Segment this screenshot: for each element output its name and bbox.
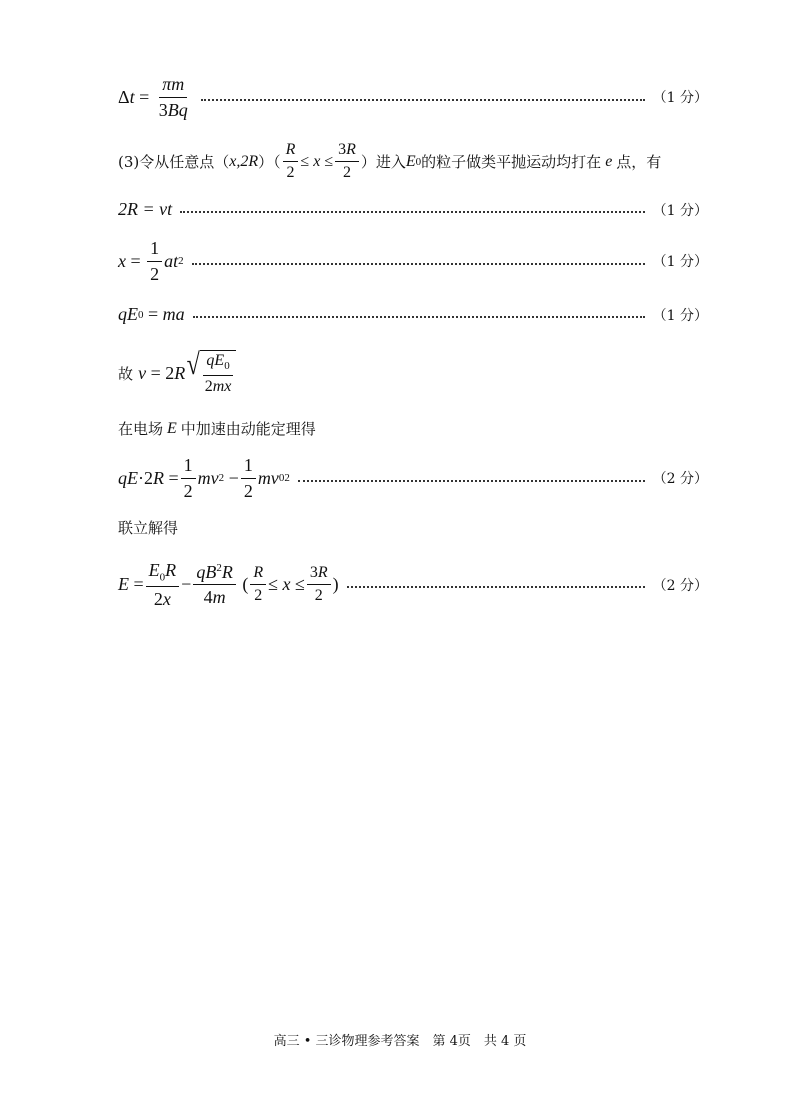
- 2r-vt-formula: 2R = vt: [118, 199, 173, 219]
- score-label: （2 分）: [652, 471, 708, 488]
- dot-leader: [192, 262, 645, 265]
- x-range: $\frac{R}{2}$ ≤ x ≤ $\frac{3R}{2}$: [281, 141, 361, 183]
- page-footer: 高三 • 三诊物理参考答案 第 4页 共 4 页: [273, 1034, 527, 1049]
- part3-rest2: 点，有: [616, 153, 662, 172]
- part3-range-close: ）进入: [360, 153, 406, 172]
- part3-point-close: ）（: [258, 153, 281, 172]
- equation-2r-vt: [118, 199, 708, 220]
- text-line-solve: 联立解得: [118, 519, 179, 537]
- e-point: e: [605, 152, 613, 170]
- v-formula: v = 2 R √ $\frac{qE_0}{2mx}$: [138, 350, 236, 396]
- start-point: x,2R: [229, 152, 259, 170]
- energy-formula: qE ·2 R = $\frac{1}{2}$ mv 2 − $\frac{1}{2}$ mv 0 2: [118, 455, 290, 501]
- dot-leader: [347, 585, 645, 588]
- final-e-formula: E = $\frac{E_0R}{2x}$ − $\frac{qB^2R}{4m}$ ( $\frac{R}{2}$ ≤ x ≤ $\frac{3R}{2}$ ): [118, 560, 339, 610]
- score-label: （1 分）: [652, 254, 708, 271]
- e0-symbol: E 0: [405, 152, 422, 170]
- delta-t-formula: Δ t = $\frac{\pi m}{3Bq}$: [118, 74, 188, 120]
- dot-leader: [180, 210, 645, 213]
- text-line-energy: 在电场 E 中加速由动能定理得: [118, 419, 316, 438]
- dot-leader: [298, 479, 645, 482]
- score-label: （1 分）: [652, 307, 708, 324]
- x-formula: x = $\frac{1}{2}$ at 2: [118, 238, 184, 284]
- dot-leader: [193, 315, 645, 318]
- qe0-formula: qE 0 = ma: [118, 304, 185, 324]
- dot-leader: [201, 98, 645, 101]
- score-label: （1 分）: [652, 202, 708, 219]
- part3-statement: [118, 141, 708, 183]
- conclusion-prefix: 故: [118, 364, 134, 383]
- equation-final-e: [118, 560, 708, 610]
- score-label: （1 分）: [652, 90, 708, 107]
- equation-qe0-ma: [118, 304, 708, 325]
- part3-rest: 的粒子做类平抛运动均打在: [421, 153, 602, 172]
- equation-x-at2: [118, 238, 708, 284]
- equation-v: [118, 350, 708, 396]
- equation-delta-t: [118, 74, 708, 120]
- score-label: （2 分）: [652, 577, 708, 594]
- part3-label: (3)令从任意点（: [118, 153, 230, 172]
- equation-energy: [118, 455, 708, 501]
